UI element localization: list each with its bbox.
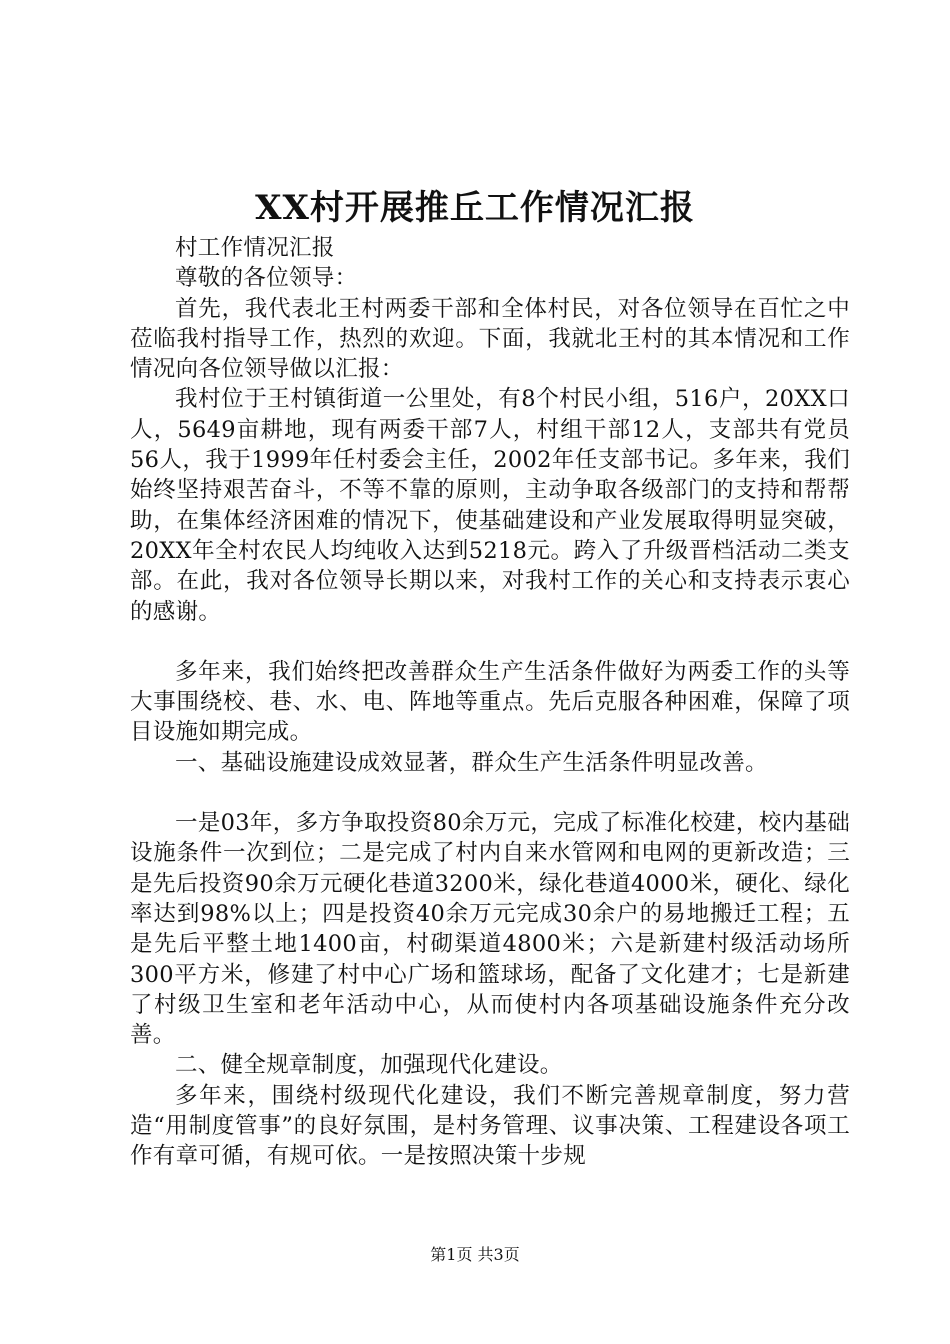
document-body bbox=[130, 233, 850, 1172]
page-footer: 第1页 共3页 bbox=[430, 1245, 520, 1264]
paragraph-opening: 首先，我代表北王村两委干部和全体村民，对各位领导在百忙之中莅临我村指导工作，热烈的欢迎。下面，我就北王村的其本情况和工作情况向各位领导做以汇报： bbox=[130, 295, 850, 383]
section-heading-regulations: 二、健全规章制度，加强现代化建设。 bbox=[175, 1052, 563, 1079]
section-heading-infrastructure: 一、基础设施建设成效显著，群众生产生活条件明显改善。 bbox=[175, 749, 768, 776]
paragraph-work-priorities: 多年来，我们始终把改善群众生产生活条件做好为两委工作的头等大事围绕校、巷、水、电、阵地等重点。先后克服各种困难，保障了项目设施如期完成。 bbox=[130, 658, 850, 746]
paragraph-subtitle: 村工作情况汇报 bbox=[175, 235, 335, 261]
paragraph-salutation: 尊敬的各位领导： bbox=[175, 265, 358, 292]
paragraph-regulations-details: 多年来，围绕村级现代化建设，我们不断完善规章制度，努力营造“用制度管事”的良好氛围，是村务管理、议事决策、工程建设各项工作有章可循，有规可依。一是按照决策十步规 bbox=[130, 1082, 850, 1170]
paragraph-infrastructure-details: 一是03年，多方争取投资80余万元，完成了标准化校建，校内基础设施条件一次到位；二是完成了村内自来水管网和电网的更新改造；三是先后投资90余万元硬化巷道3200米，绿化巷道4000米，硬化、绿化率达到98%以上；四是投资40余万元完成30余户的易地搬迁工程；五是先后平整土地1400亩，村砌渠道4800米；六是新建村级活动场所300平方米，修建了村中心广场和篮球场，配备了文化建才；七是新建了村级卫生室和老年活动中心，从而使村内各项基础设施条件充分改善。 bbox=[130, 810, 850, 1049]
paragraph-village-overview: 我村位于王村镇街道一公里处，有8个村民小组，516户，20XX口人，5649亩耕地，现有两委干部7人，村组干部12人，支部共有党员56人，我于1999年任村委会主任，2002年任支部书记。多年来，我们始终坚持艰苦奋斗，不等不靠的原则，主动争取各级部门的支持和帮帮助，在集体经济困难的情况下，使基础建设和产业发展取得明显突破，20XX年全村农民人均纯收入达到5218元。跨入了升级晋档活动二类支部。在此，我对各位领导长期以来，对我村工作的关心和支持表示衷心的感谢。 bbox=[130, 386, 850, 625]
document-title: XX村开展推丘工作情况汇报 bbox=[255, 188, 695, 228]
